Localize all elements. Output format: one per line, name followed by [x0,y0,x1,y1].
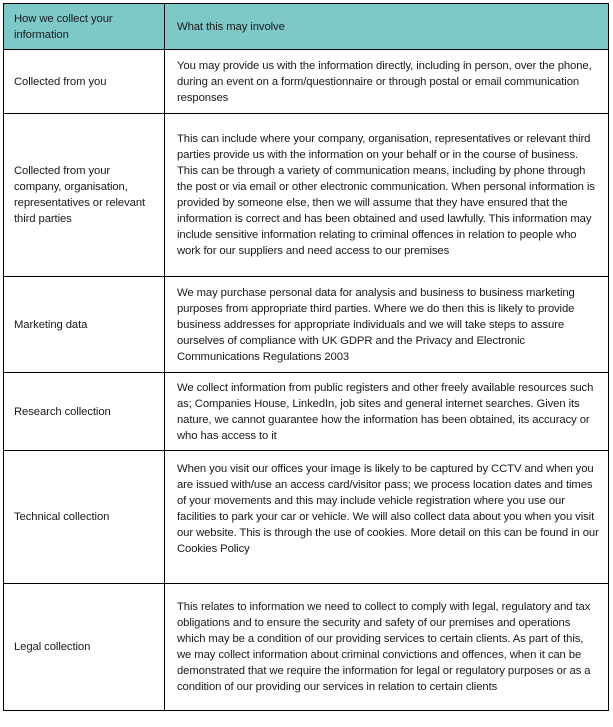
collection-description: We may purchase personal data for analysis and business to business marketing purposes from appropriate third parties. Where we do then this is likely to provide business addresses for appropriate individuals and we will take steps to assure ourselves of compliance with UK GDPR and the Privacy and Electronic Communications Regulations 2003 [165,277,609,373]
collection-method: Collected from you [4,50,165,114]
table-body [4,50,609,711]
collection-method: Technical collection [4,451,165,584]
data-collection-table [3,3,609,711]
collection-method: Marketing data [4,277,165,373]
collection-method: Collected from your company, organisation, representatives or relevant third parties [4,114,165,277]
header-row [4,4,609,50]
table-row-technical-collection [4,451,609,584]
collection-description: This can include where your company, organisation, representatives or relevant third parties provide us with the information on your behalf or in the course of business. This can be through a variety of communication means, including by phone through the post or via email or other electronic communication. When personal information is provided by someone else, then we will assume that they have ensured that the information is correct and has been obtained and used lawfully. This information may include sensitive information relating to criminal offences in relation to people who work for our suppliers and need access to our premises [165,114,609,277]
table-row-collected-from-you [4,50,609,114]
collection-description: This relates to information we need to collect to comply with legal, regulatory and tax obligations and to ensure the security and safety of our premises and operations which may be a condition of our providing services to certain clients. As part of this, we may collect information about criminal convictions and offences, when it can be demonstrated that we require the information for legal or regulatory purposes or as a condition of our providing our services in relation to certain clients [165,584,609,711]
collection-method: Research collection [4,373,165,451]
table-row-marketing-data [4,277,609,373]
table-row-third-parties [4,114,609,277]
table-header [4,4,609,50]
collection-method: Legal collection [4,584,165,711]
header-what-this-involves: What this may involve [165,4,609,50]
collection-description: When you visit our offices your image is likely to be captured by CCTV and when you are issued with/use an access card/visitor pass; we process location dates and times of your movements and this may include vehicle registration where you use our facilities to park your car or vehicle. We will also collect data about you when you visit our website. This is through the use of cookies. More detail on this can be found in our Cookies Policy [165,451,609,584]
collection-description: You may provide us with the information directly, including in person, over the phone, during an event on a form/questionnaire or through postal or email communication responses [165,50,609,114]
table-row-research-collection [4,373,609,451]
table-row-legal-collection [4,584,609,711]
collection-description: We collect information from public registers and other freely available resources such as; Companies House, LinkedIn, job sites and general internet searches. Given its nature, we cannot guarantee how the information has been obtained, its accuracy or who has access to it [165,373,609,451]
header-how-we-collect: How we collect your information [4,4,165,50]
